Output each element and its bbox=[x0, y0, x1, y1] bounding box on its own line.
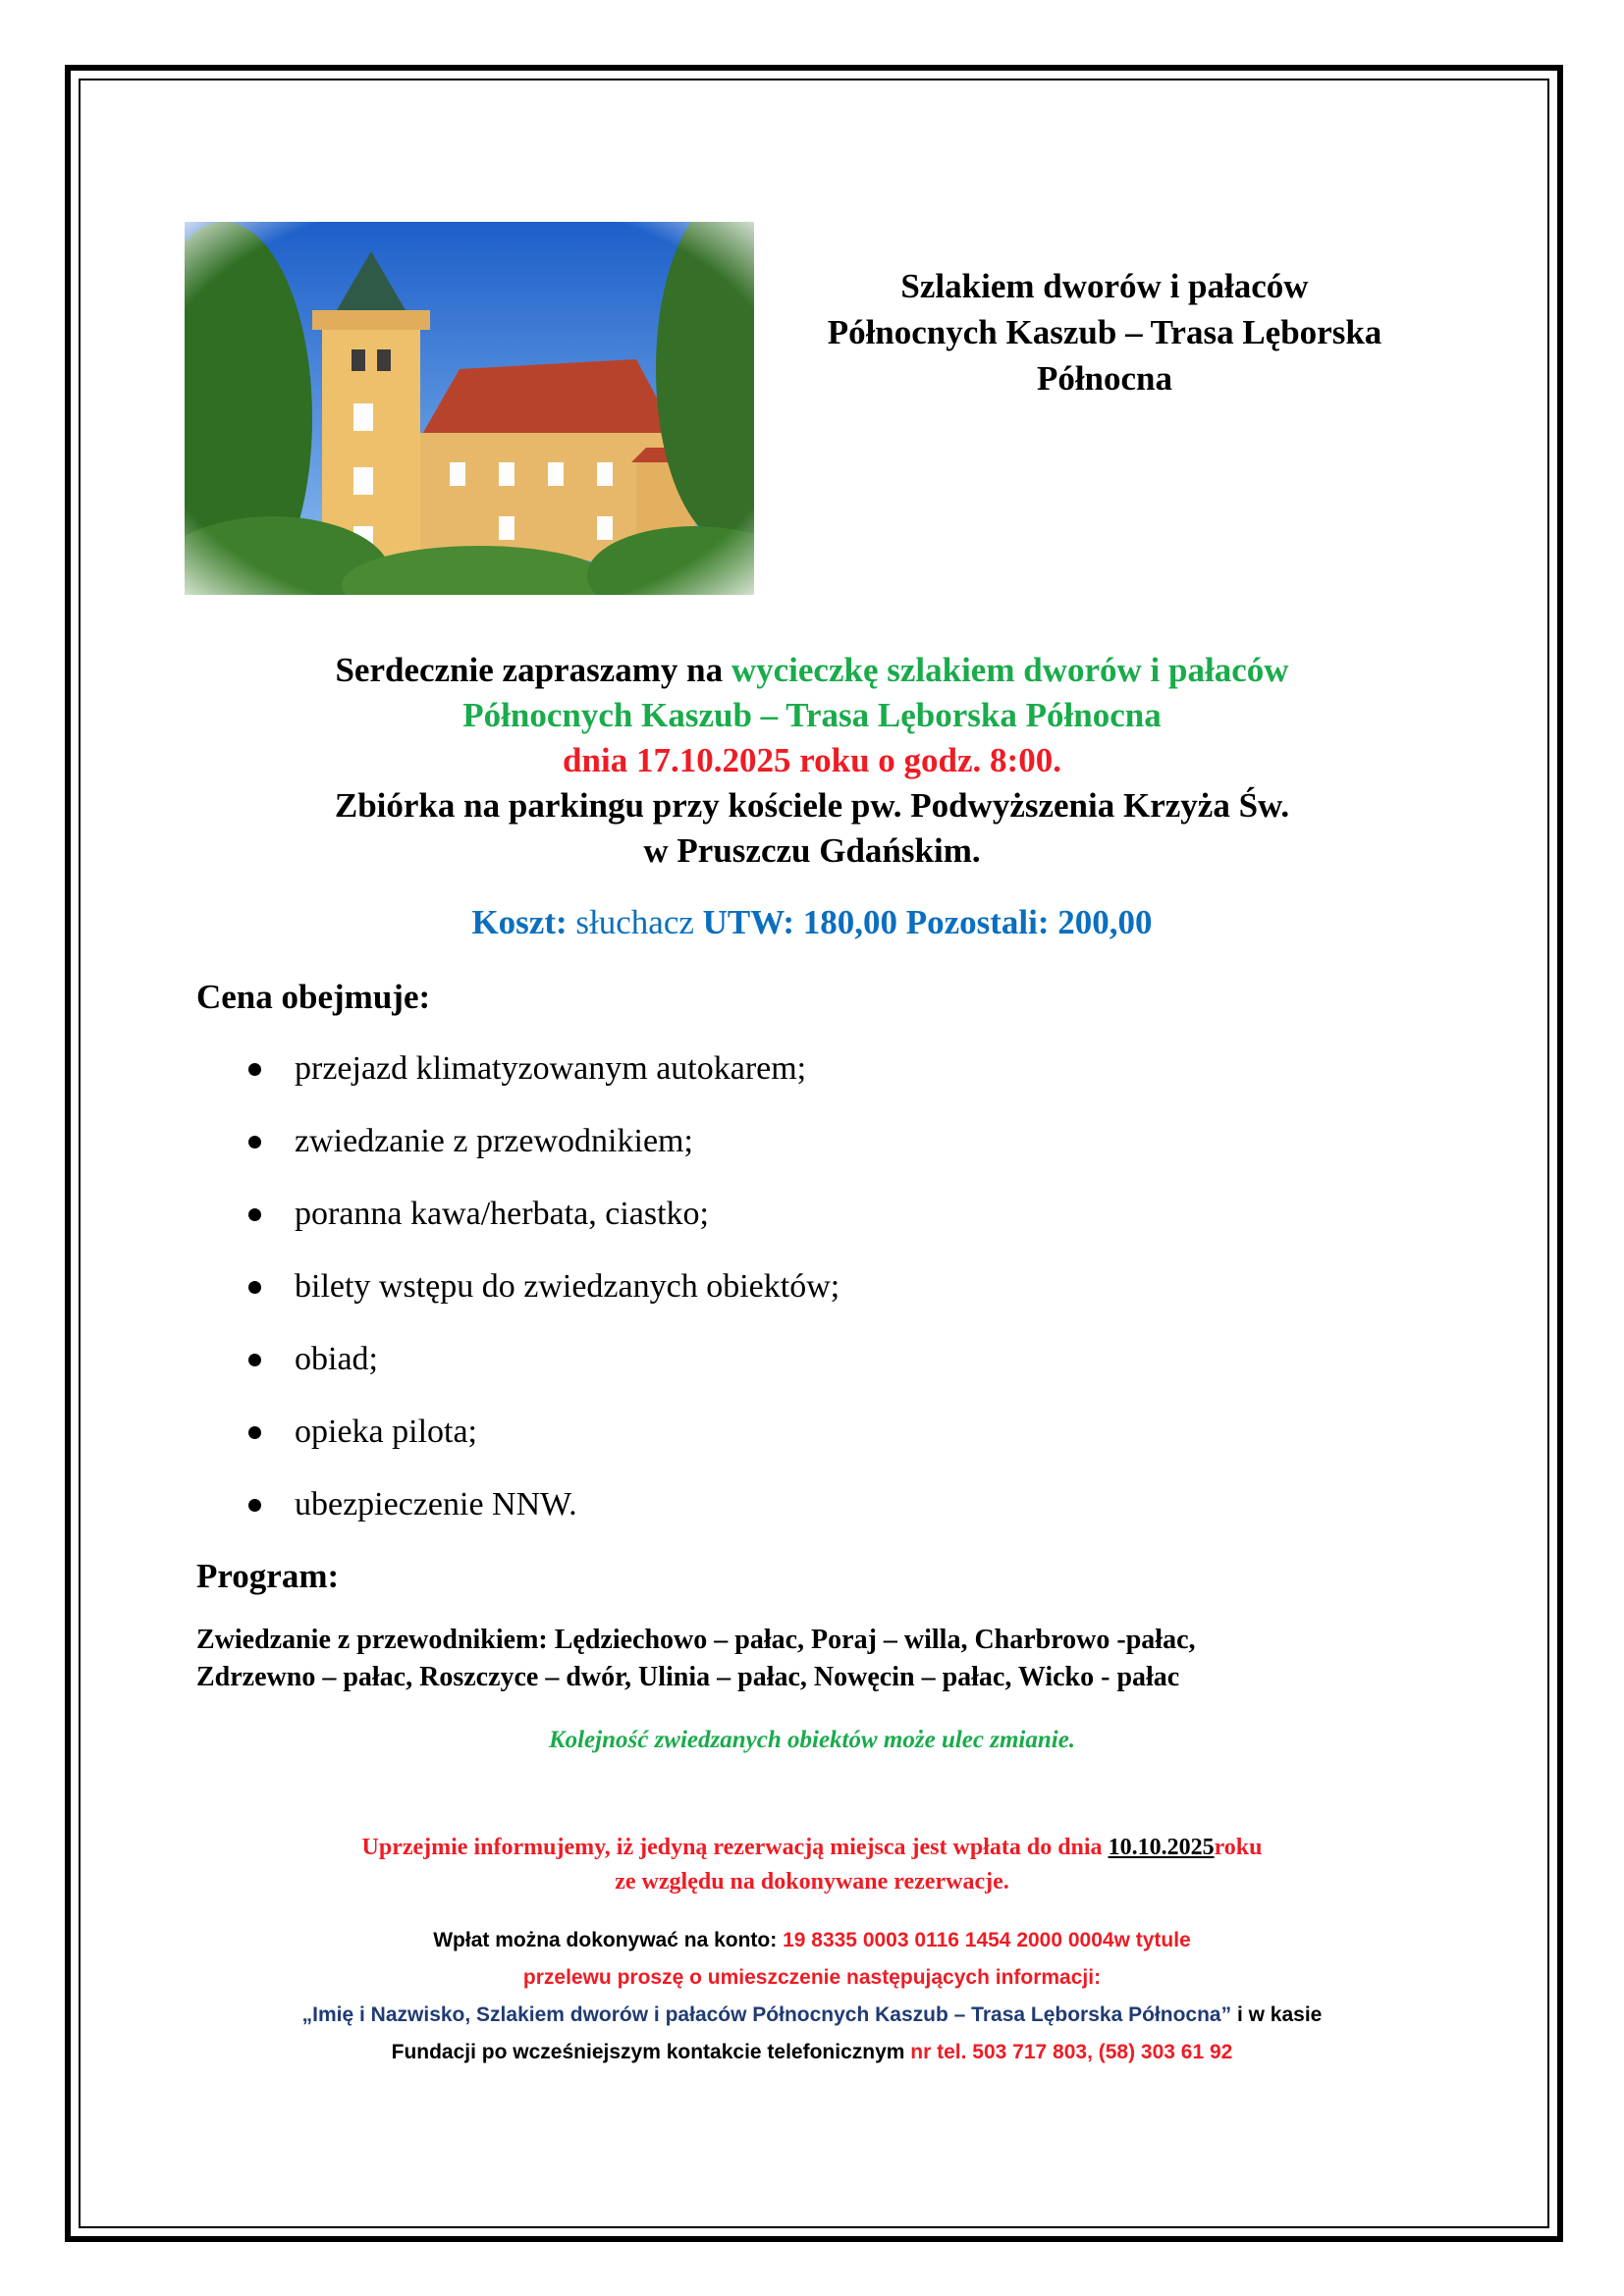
cost-label: Koszt: bbox=[471, 903, 568, 941]
program-heading: Program: bbox=[196, 1557, 340, 1595]
bullet-icon bbox=[248, 1354, 261, 1366]
meeting-point: Zbiórka na parkingu przy kościele pw. Podwyższenia Krzyża Św. bbox=[334, 786, 1290, 825]
phone-numbers: nr tel. 503 717 803, (58) 303 61 92 bbox=[910, 2041, 1233, 2063]
bullet-icon bbox=[248, 1136, 261, 1148]
reservation-deadline: 10.10.2025 bbox=[1108, 1835, 1215, 1860]
reservation-text: Uprzejmie informujemy, iż jedyną rezerwacją miejsca jest wpłata do dnia bbox=[361, 1835, 1109, 1860]
payment-line-2: przelewu proszę o umieszczenie następujących informacji: bbox=[522, 1966, 1102, 1989]
invitation-block bbox=[137, 648, 1487, 874]
reservation-line-1 bbox=[137, 1831, 1487, 1865]
payment-intro: Wpłat można dokonywać na konto: bbox=[433, 1929, 784, 1951]
list-item-text: bilety wstępu do zwiedzanych obiektów; bbox=[295, 1268, 840, 1305]
payment-line-4 bbox=[137, 2034, 1487, 2071]
program-line-2: Zdrzewno – pałac, Roszczyce – dwór, Ulinia – pałac, Nowęcin – pałac, Wicko - pałac bbox=[196, 1662, 1180, 1692]
list-item-text: opieka pilota; bbox=[295, 1414, 478, 1450]
price-includes-heading: Cena obejmuje: bbox=[196, 978, 431, 1016]
bullet-icon bbox=[248, 1063, 261, 1076]
list-item bbox=[245, 1267, 839, 1340]
list-item bbox=[245, 1122, 839, 1195]
invite-line-1 bbox=[137, 648, 1487, 693]
cost-line bbox=[137, 900, 1487, 945]
payment-contact-text: Fundacji po wcześniejszym kontakcie telefonicznym bbox=[391, 2041, 911, 2063]
meeting-city: w Pruszczu Gdańskim. bbox=[643, 831, 981, 870]
payment-line-3 bbox=[137, 1997, 1487, 2034]
bullet-icon bbox=[248, 1281, 261, 1294]
title-line-3: Północna bbox=[1036, 359, 1173, 398]
reservation-suffix: roku bbox=[1214, 1835, 1263, 1860]
payment-line-1 bbox=[137, 1922, 1487, 1959]
document-title bbox=[785, 263, 1424, 401]
invite-intro: Serdecznie zapraszamy na bbox=[335, 651, 731, 689]
price-includes-list bbox=[245, 1049, 839, 1558]
palace-photo bbox=[185, 222, 754, 595]
payment-cashier: i w kasie bbox=[1231, 2003, 1323, 2026]
bullet-icon bbox=[248, 1208, 261, 1221]
cost-values: UTW: 180,00 Pozostali: 200,00 bbox=[702, 903, 1153, 941]
bullet-icon bbox=[248, 1499, 261, 1512]
invite-trip-name: wycieczkę szlakiem dworów i pałaców bbox=[731, 651, 1289, 689]
reservation-line-2: ze względu na dokonywane rezerwacje. bbox=[615, 1869, 1009, 1895]
list-item-text: poranna kawa/herbata, ciastko; bbox=[295, 1196, 709, 1232]
list-item bbox=[245, 1413, 839, 1485]
list-item-text: obiad; bbox=[295, 1341, 378, 1377]
list-item bbox=[245, 1340, 839, 1413]
list-item bbox=[245, 1485, 839, 1558]
title-line-2: Północnych Kaszub – Trasa Lęborska bbox=[827, 313, 1382, 351]
reservation-notice bbox=[137, 1831, 1487, 1899]
order-note: Kolejność zwiedzanych obiektów może ulec zmianie. bbox=[548, 1727, 1076, 1753]
list-item bbox=[245, 1049, 839, 1122]
list-item-text: ubezpieczenie NNW. bbox=[295, 1486, 577, 1522]
list-item bbox=[245, 1195, 839, 1267]
cost-listener: słuchacz bbox=[567, 903, 703, 941]
title-line-1: Szlakiem dworów i pałaców bbox=[900, 267, 1309, 305]
bullet-icon bbox=[248, 1426, 261, 1439]
payment-info bbox=[137, 1922, 1487, 2071]
invite-line-2: Północnych Kaszub – Trasa Lęborska Północna bbox=[462, 696, 1162, 734]
program-description bbox=[196, 1622, 1492, 1696]
program-line-1: Zwiedzanie z przewodnikiem: Lędziechowo – pałac, Poraj – willa, Charbrowo -pałac, bbox=[196, 1625, 1196, 1655]
list-item-text: zwiedzanie z przewodnikiem; bbox=[295, 1123, 693, 1159]
trip-date: dnia 17.10.2025 roku o godz. 8:00. bbox=[563, 741, 1061, 779]
list-item-text: przejazd klimatyzowanym autokarem; bbox=[295, 1050, 807, 1087]
transfer-title: „Imię i Nazwisko, Szlakiem dworów i pałaców Północnych Kaszub – Trasa Lęborska Północna” bbox=[301, 2003, 1232, 2026]
bank-account: 19 8335 0003 0116 1454 2000 0004w tytule bbox=[783, 1929, 1191, 1951]
